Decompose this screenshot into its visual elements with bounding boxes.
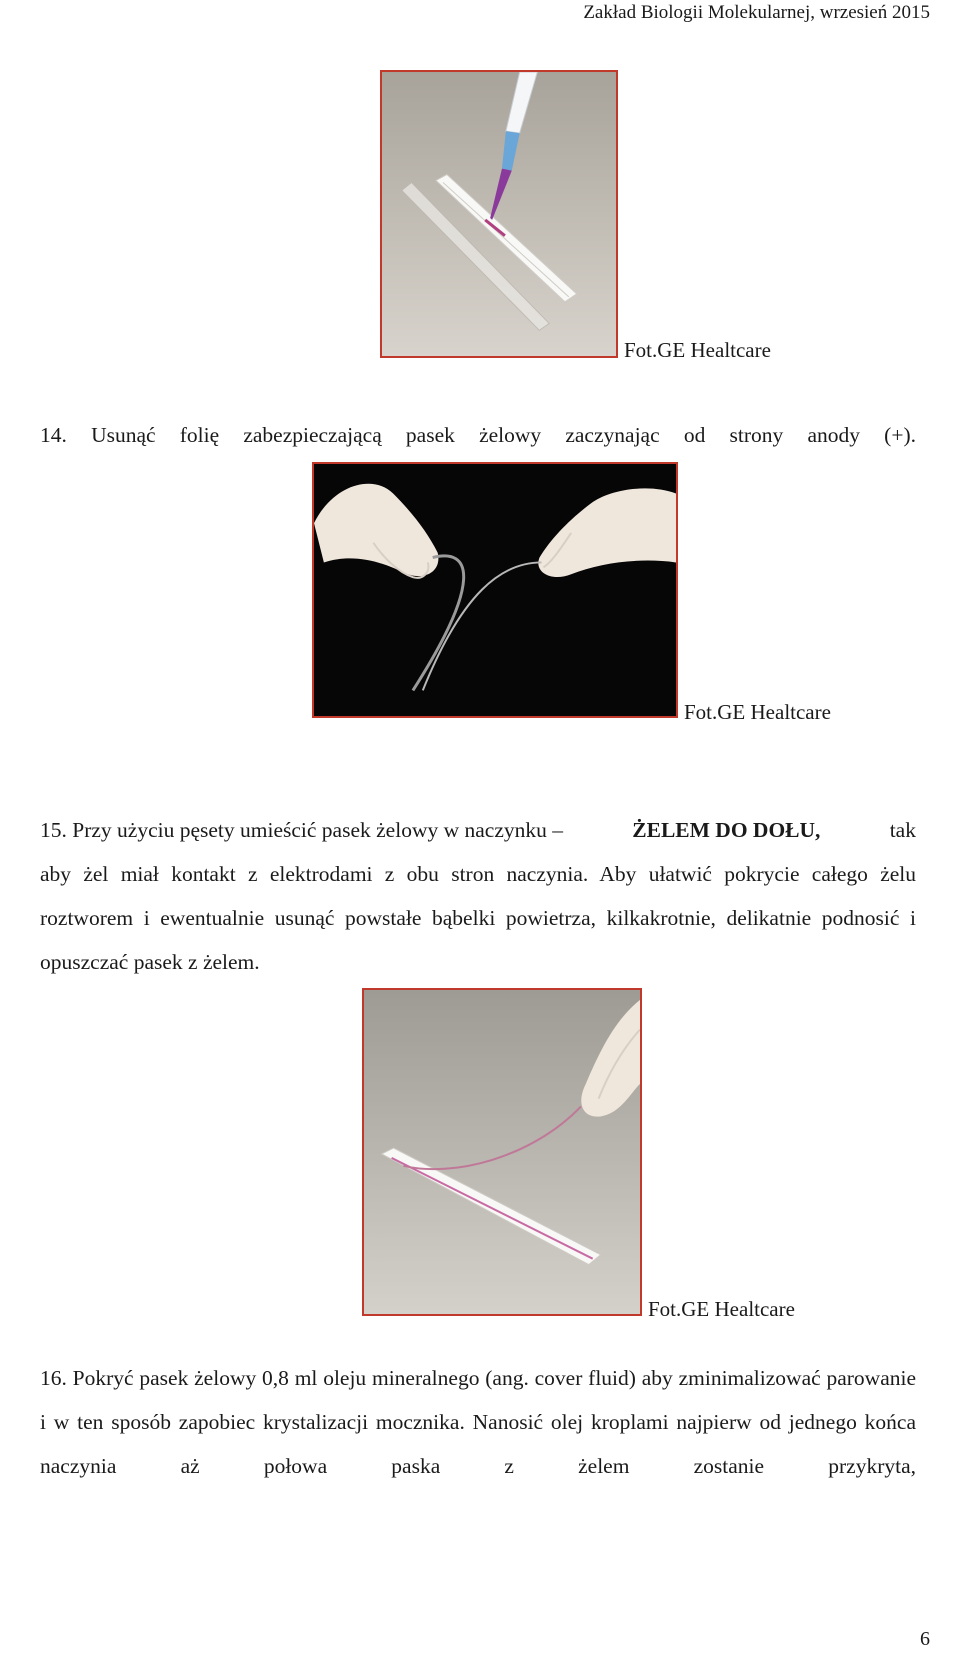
photo-caption: Fot.GE Healtcare	[624, 338, 771, 362]
step-15-prefix: 15. Przy użyciu pęsety umieścić pasek żelowy w naczynku –	[40, 818, 564, 842]
step-14: 14. Usunąć folię zabezpieczającą pasek żelowy zaczynając od strony anody (+).	[40, 423, 916, 447]
page-header: Zakład Biologii Molekularnej, wrzesień 2015	[583, 2, 930, 23]
photo-caption: Fot.GE Healtcare	[648, 1297, 795, 1321]
photo-peeling-foil	[312, 462, 678, 718]
step-15	[40, 808, 916, 984]
step-15-emphasis: ŻELEM DO DOŁU,	[632, 818, 821, 842]
photo-pipette-strip	[380, 70, 618, 358]
photo-strip-in-tray	[362, 988, 642, 1316]
step-15-suffix: tak	[889, 818, 916, 842]
page-number: 6	[920, 1628, 930, 1650]
step-15-body: aby żel miał kontakt z elektrodami z obu stron naczynia. Aby ułatwić pokrycie całego żelu roztworem i ewentualnie usunąć powstałe bąbelki powietrza, kilkakrotnie, delikatnie podnosić i opuszczać pasek z żelem.	[40, 862, 916, 974]
step-16: 16. Pokryć pasek żelowy 0,8 ml oleju mineralnego (ang. cover fluid) aby zminimalizować parowanie i w ten sposób zapobiec krystalizacji mocznika. Nanosić olej kroplami najpierw od jednego końca naczynia aż połowa paska z żelem zostanie przykryta,	[40, 1366, 916, 1478]
photo-caption: Fot.GE Healtcare	[684, 700, 831, 724]
step-15-first-line	[40, 808, 916, 852]
